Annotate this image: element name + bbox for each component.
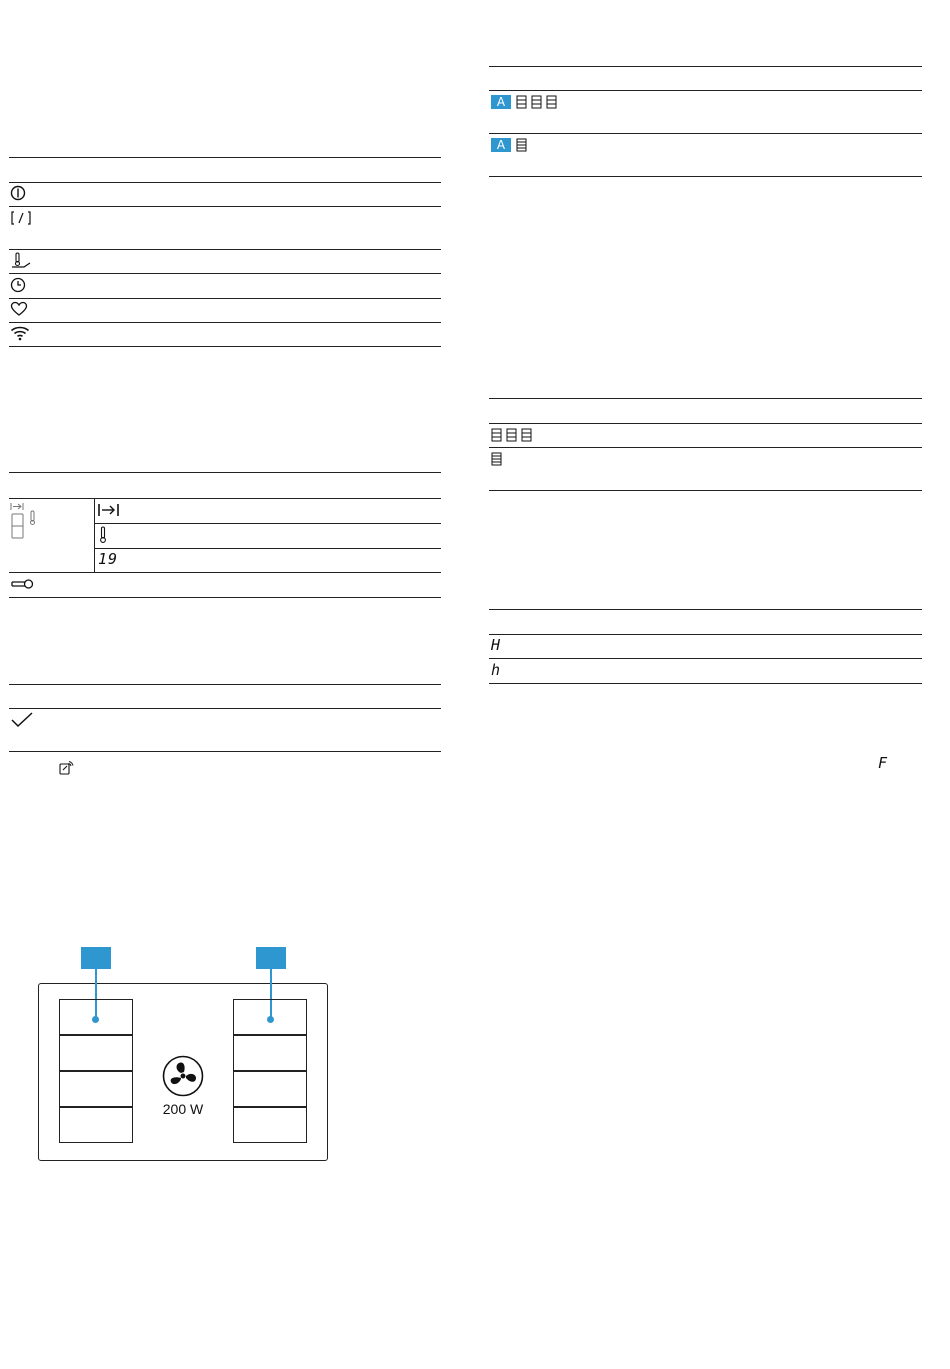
fan-icon	[162, 1055, 204, 1097]
level-bar-icon	[516, 138, 528, 152]
favourite-icon	[10, 301, 28, 317]
table-rule	[9, 322, 441, 323]
frying-sensor-icon	[10, 252, 32, 270]
table-rule	[9, 273, 441, 274]
wifi-icon	[10, 325, 30, 341]
level-bar-icon	[491, 452, 503, 466]
callout-marker-1	[81, 947, 111, 969]
power-icon	[10, 185, 26, 201]
table-rule	[489, 683, 922, 684]
level-bars-icon	[491, 428, 535, 442]
key-icon	[10, 577, 34, 591]
table-rule	[9, 572, 441, 573]
table-rule	[9, 206, 441, 207]
auto-badge: A	[491, 138, 511, 152]
remote-start-icon	[58, 760, 74, 776]
childlock-icon	[10, 210, 32, 226]
power-label: 200 W	[162, 1101, 204, 1117]
table-rule	[95, 523, 441, 524]
thermometer-icon	[98, 526, 108, 544]
table-rule	[9, 684, 441, 685]
table-rule	[489, 398, 922, 399]
table-rule	[9, 182, 441, 183]
table-rule	[489, 634, 922, 635]
table-rule	[9, 498, 441, 499]
left-zone-4	[59, 1107, 133, 1143]
right-zone-2	[233, 1035, 307, 1071]
error-code: F	[878, 754, 889, 772]
table-rule	[489, 66, 922, 67]
residual-heat-high: H	[491, 636, 502, 654]
table-rule	[9, 157, 441, 158]
table-rule	[489, 658, 922, 659]
timer-panel-icon	[10, 501, 44, 541]
callout-marker-2	[256, 947, 286, 969]
table-rule	[9, 346, 441, 347]
segment-display-value: 19	[98, 550, 119, 568]
table-rule	[489, 609, 922, 610]
table-rule	[94, 498, 95, 572]
right-zone-4	[233, 1107, 307, 1143]
table-rule	[489, 447, 922, 448]
table-rule	[9, 597, 441, 598]
left-zone-2	[59, 1035, 133, 1071]
table-rule	[9, 298, 441, 299]
table-rule	[489, 90, 922, 91]
table-rule	[489, 423, 922, 424]
table-rule	[9, 751, 441, 752]
level-bars-icon	[516, 95, 560, 109]
right-zone-1	[233, 999, 307, 1035]
table-rule	[489, 133, 922, 134]
right-zone-3	[233, 1071, 307, 1107]
table-rule	[9, 249, 441, 250]
table-rule	[9, 472, 441, 473]
clock-icon	[10, 277, 26, 293]
left-zone-1	[59, 999, 133, 1035]
table-rule	[489, 176, 922, 177]
table-rule	[9, 708, 441, 709]
residual-heat-low: h	[491, 661, 502, 679]
table-rule	[489, 490, 922, 491]
timer-icon	[98, 503, 120, 517]
table-rule	[95, 548, 441, 549]
left-zone-3	[59, 1071, 133, 1107]
check-icon	[10, 712, 34, 728]
auto-badge: A	[491, 95, 511, 109]
